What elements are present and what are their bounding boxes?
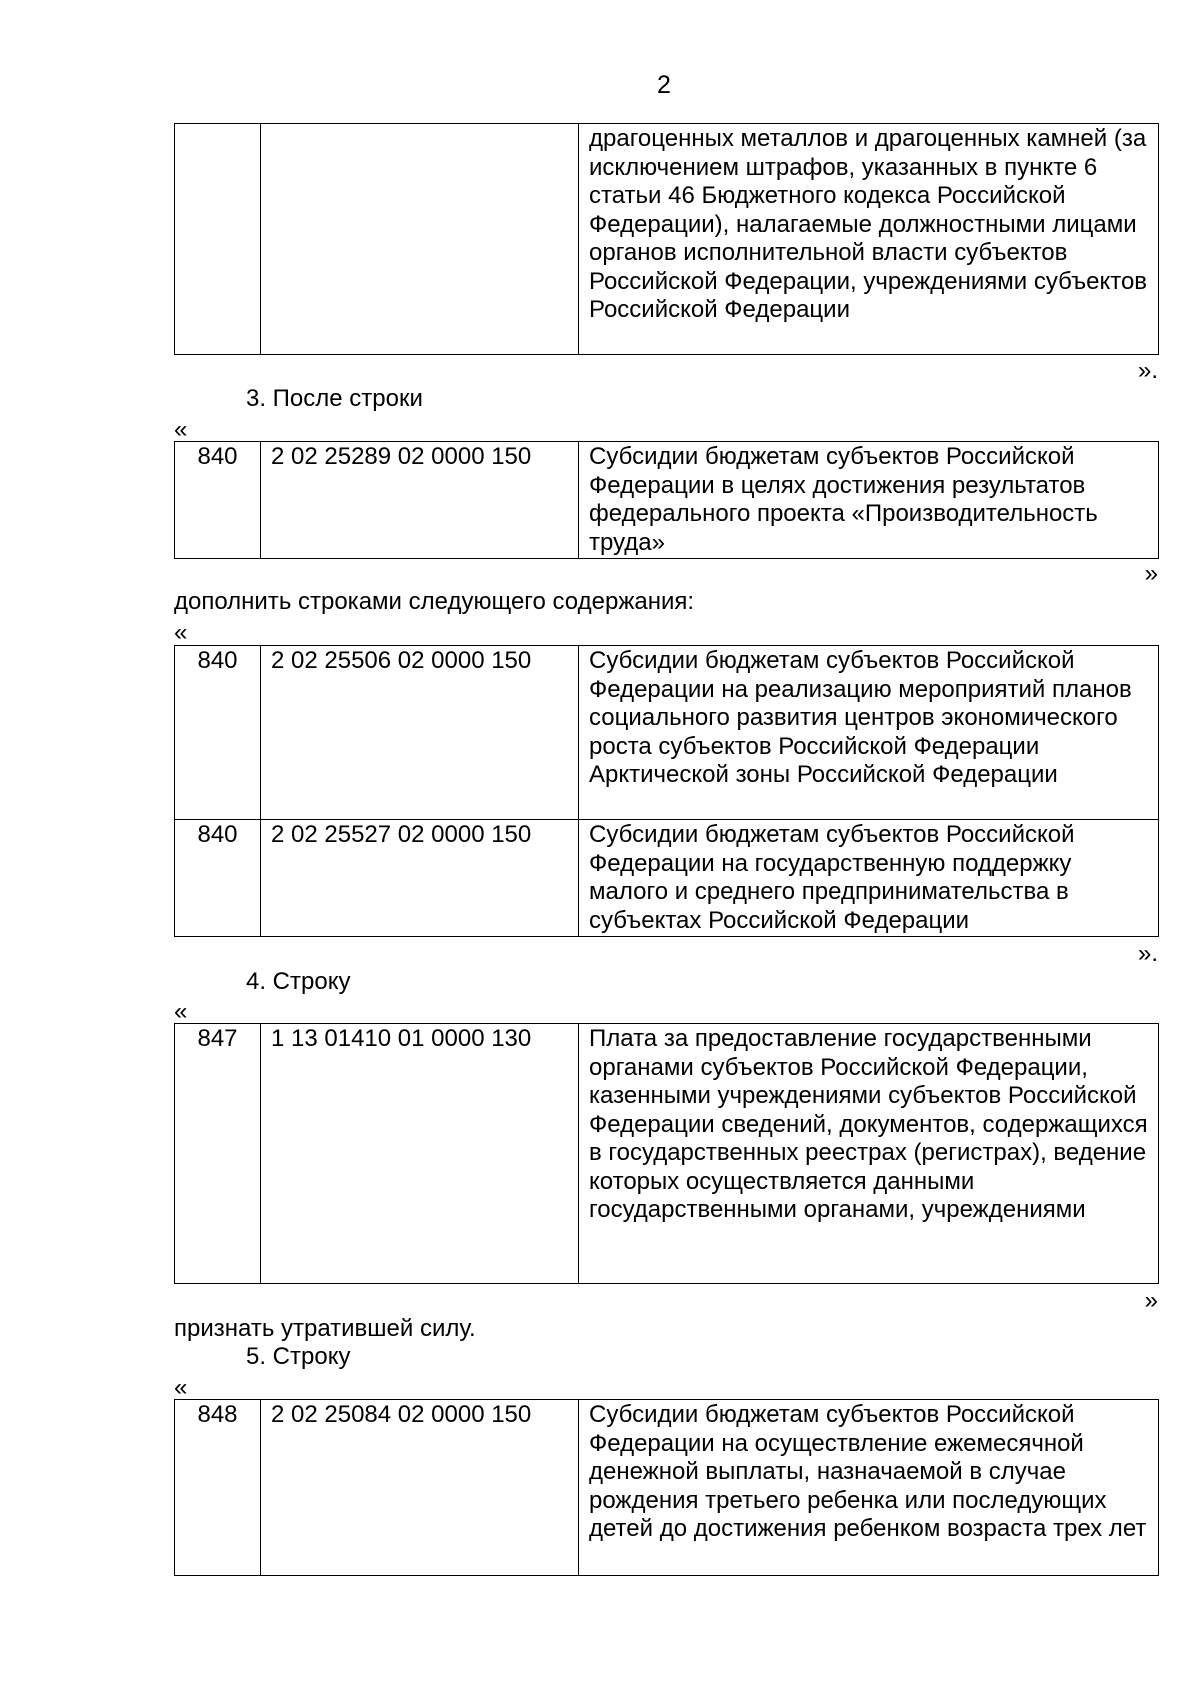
admin-code-cell: 840 <box>175 820 261 937</box>
budget-code-cell: 2 02 25506 02 0000 150 <box>261 646 579 820</box>
item-4-conclusion: признать утратившей силу. <box>174 1315 476 1342</box>
item-3-source-table <box>174 441 1159 559</box>
item-3-heading: 3. После строки <box>246 385 423 412</box>
item-4-heading: 4. Строку <box>246 968 351 995</box>
closing-quote: » <box>1144 1287 1158 1314</box>
admin-code-cell <box>175 124 261 355</box>
admin-code-cell: 848 <box>175 1400 261 1576</box>
closing-quote: » <box>1144 560 1158 587</box>
budget-code-cell: 2 02 25527 02 0000 150 <box>261 820 579 937</box>
table-row <box>175 1400 1159 1576</box>
table-row <box>175 1024 1159 1284</box>
opening-quote: « <box>174 619 188 646</box>
budget-code-cell <box>261 124 579 355</box>
admin-code-cell: 840 <box>175 442 261 559</box>
description-cell: Субсидии бюджетам субъектов Российской Федерации на реализацию мероприятий планов социального развития центров экономического роста субъектов Российской Федерации Арктической зоны Российской Федерации <box>579 646 1159 820</box>
item-3-new-rows-table <box>174 645 1159 937</box>
item-4-table <box>174 1023 1159 1284</box>
opening-quote: « <box>174 1374 188 1401</box>
opening-quote: « <box>174 998 188 1025</box>
opening-quote: « <box>174 416 188 443</box>
item-5-heading: 5. Строку <box>246 1343 351 1370</box>
description-cell: драгоценных металлов и драгоценных камней (за исключением штрафов, указанных в пункте 6 статьи 46 Бюджетного кодекса Российской Федерации), налагаемые должностными лицами органов исполнительной власти субъектов Российской Федерации, учреждениями субъектов Российской Федерации <box>579 124 1159 355</box>
table-row <box>175 646 1159 820</box>
item-5-table <box>174 1399 1159 1576</box>
table-row <box>175 124 1159 355</box>
budget-code-cell: 2 02 25289 02 0000 150 <box>261 442 579 559</box>
description-cell: Субсидии бюджетам субъектов Российской Федерации на государственную поддержку малого и среднего предпринимательства в субъектах Российской Федерации <box>579 820 1159 937</box>
income-table-continuation <box>174 123 1159 355</box>
closing-quote: ». <box>1137 357 1158 384</box>
closing-quote: ». <box>1137 940 1158 967</box>
description-cell: Субсидии бюджетам субъектов Российской Федерации в целях достижения результатов федерального проекта «Производительность труда» <box>579 442 1159 559</box>
description-cell: Плата за предоставление государственными органами субъектов Российской Федерации, казенными учреждениями субъектов Российской Федерации сведений, документов, содержащихся в государственных реестрах (регистрах), ведение которых осуществляется данными государственными органами, учреждениями <box>579 1024 1159 1284</box>
description-cell: Субсидии бюджетам субъектов Российской Федерации на осуществление ежемесячной денежной выплаты, назначаемой в случае рождения третьего ребенка или последующих детей до достижения ребенком возраста трех лет <box>579 1400 1159 1576</box>
budget-code-cell: 2 02 25084 02 0000 150 <box>261 1400 579 1576</box>
table-row <box>175 820 1159 937</box>
item-3-supplement-text: дополнить строками следующего содержания: <box>174 588 695 615</box>
admin-code-cell: 840 <box>175 646 261 820</box>
page-number: 2 <box>657 71 671 99</box>
admin-code-cell: 847 <box>175 1024 261 1284</box>
table-row <box>175 442 1159 559</box>
budget-code-cell: 1 13 01410 01 0000 130 <box>261 1024 579 1284</box>
